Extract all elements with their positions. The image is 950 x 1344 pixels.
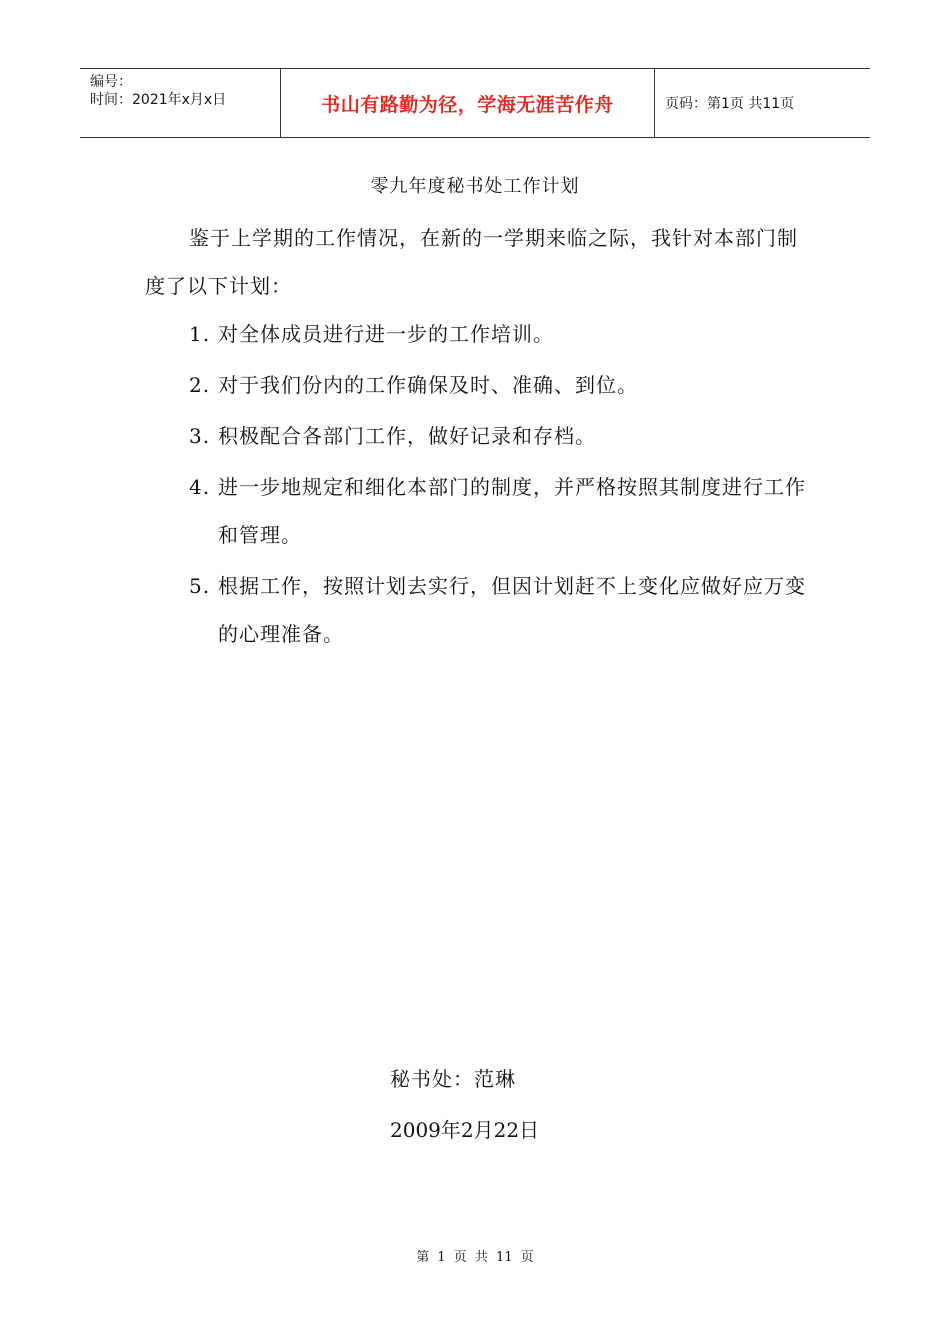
document-title: 零九年度秘书处工作计划 (370, 176, 580, 197)
list-item-number: 5. (189, 574, 211, 598)
list-item-number: 1. (189, 322, 211, 346)
list-item (145, 412, 810, 460)
serial-label: 编号： (90, 74, 132, 90)
list-item-number: 4. (189, 475, 211, 499)
list-item (145, 463, 810, 559)
page-header (80, 68, 870, 138)
list-item-number: 3. (189, 424, 211, 448)
motto-text: 书山有路勤为径，学海无涯苦作舟 (321, 93, 614, 116)
time-label: 时间：2021年x月x日 (90, 92, 227, 108)
list-item-text: 积极配合各部门工作，做好记录和存档。 (218, 424, 596, 448)
list-item-text: 进一步地规定和细化本部门的制度，并严格按照其制度进行工作和管理。 (218, 475, 806, 547)
list-item (145, 310, 810, 358)
list-item (145, 361, 810, 409)
page-footer: 第 1 页 共 11 页 (416, 1250, 534, 1265)
signature-date: 2009年2月22日 (390, 1118, 540, 1142)
list-item-number: 2. (189, 373, 211, 397)
list-item-text: 对全体成员进行进一步的工作培训。 (218, 322, 554, 346)
list-item-text: 根据工作，按照计划去实行，但因计划赶不上变化应做好应万变的心理准备。 (218, 574, 806, 646)
signature: 秘书处：范琳 (390, 1067, 516, 1091)
header-page-cell (655, 69, 870, 137)
list-item-text: 对于我们份内的工作确保及时、准确、到位。 (218, 373, 638, 397)
header-motto-cell (281, 69, 655, 137)
header-meta-cell (80, 69, 281, 137)
page-info: 页码：第1页 共11页 (665, 96, 795, 112)
intro-paragraph: 鉴于上学期的工作情况，在新的一学期来临之际，我针对本部门制度了以下计划： (145, 226, 798, 298)
list-item (145, 562, 810, 658)
plan-list (145, 310, 810, 661)
